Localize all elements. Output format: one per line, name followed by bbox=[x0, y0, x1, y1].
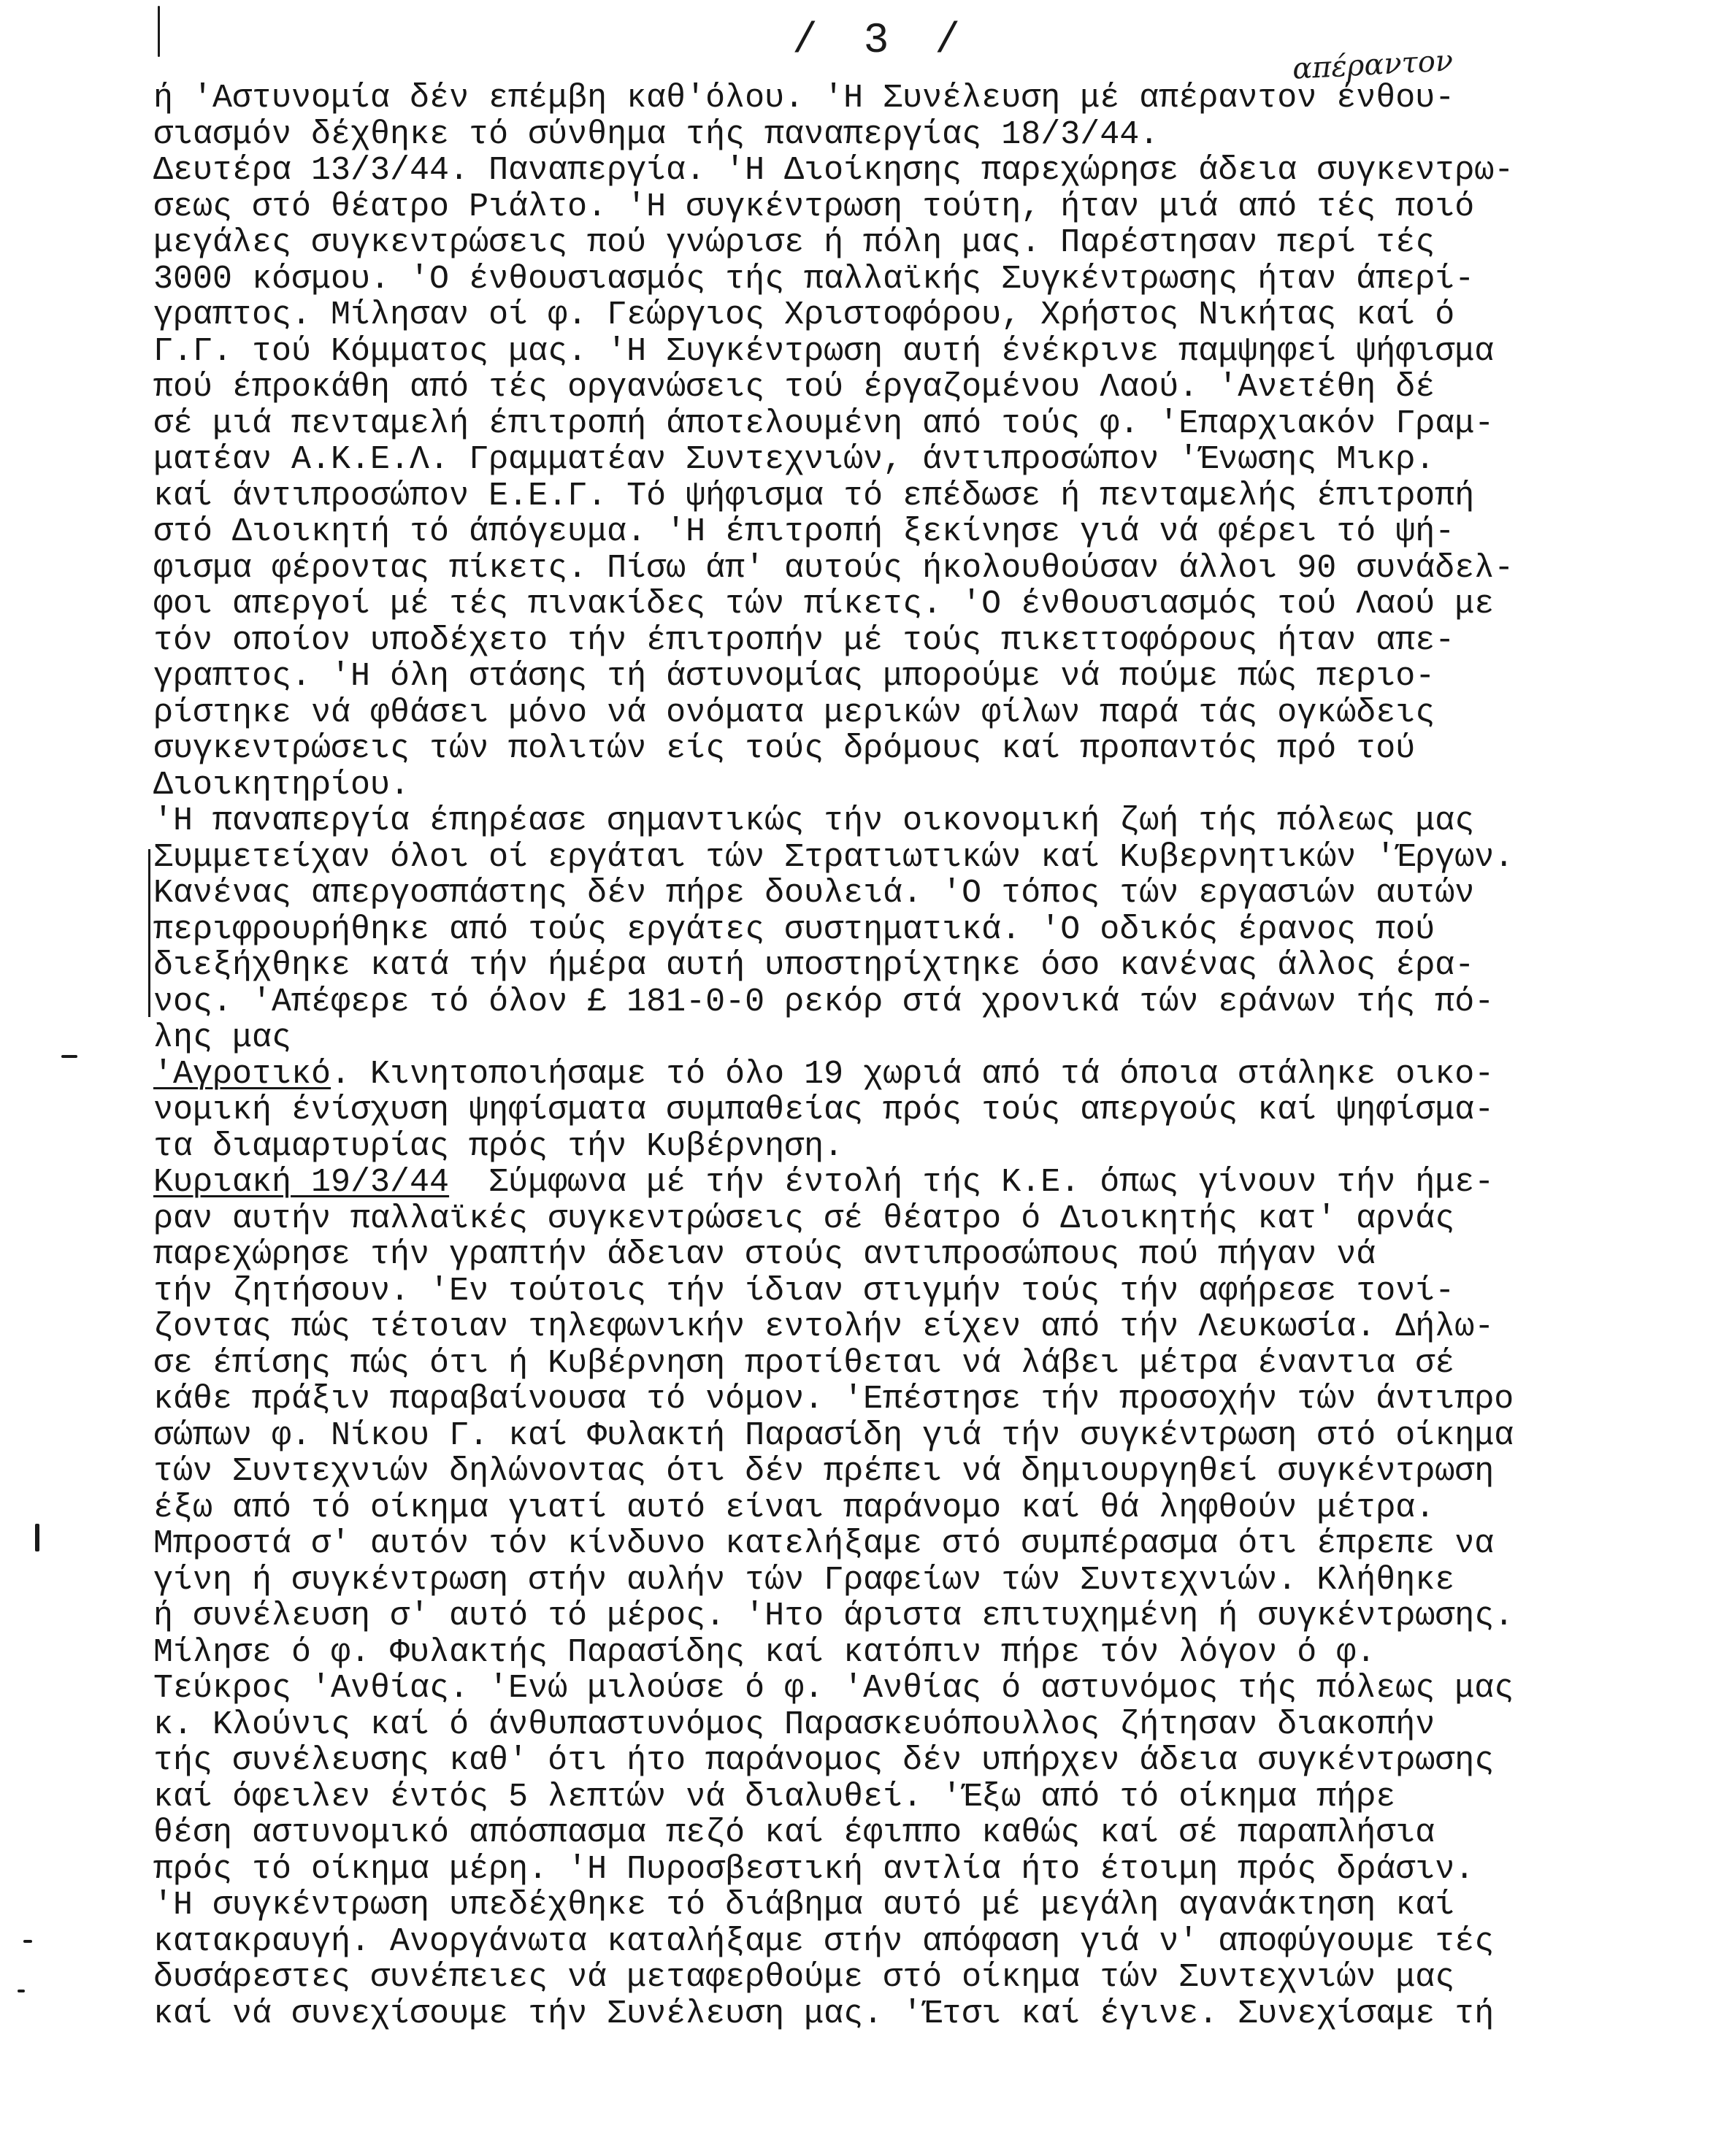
text-line: σε έπίσης πώς ότι ή Κυβέρνηση προτίθεται νά λάβει μέτρα έναντια σέ bbox=[153, 1344, 1455, 1382]
text-line: λης μας bbox=[153, 1019, 292, 1056]
text-line: Δευτέρα 13/3/44. Παναπεργία. 'Η Διοίκησης παρεχώρησε άδεια συγκεντρω- bbox=[153, 152, 1514, 189]
margin-mark bbox=[35, 1524, 39, 1551]
text-line: παρεχώρησε τήν γραπτήν άδειαν στούς αντιπροσώπους πού πήγαν νά bbox=[153, 1236, 1376, 1273]
section-heading: 'Αγροτικό bbox=[153, 1055, 331, 1093]
text-line: τόν οποίον υποδέχετο τήν έπιτροπήν μέ τούς πικεττοφόρους ήταν απε- bbox=[153, 621, 1455, 659]
text-line: γραπτος. Μίλησαν οί φ. Γεώργιος Χριστοφόρου, Χρήστος Νικήτας καί ό bbox=[153, 296, 1455, 334]
margin-mark bbox=[18, 1990, 25, 1992]
text-line: νομική ένίσχυση ψηφίσματα συμπαθείας πρός τούς απεργούς καί ψηφίσμα- bbox=[153, 1092, 1495, 1129]
text-line: κατακραυγή. Ανοργάνωτα καταλήξαμε στήν απόφαση γιά ν' αποφύγουμε τές bbox=[153, 1922, 1495, 1960]
text-line: σεως στό θέατρο Ριάλτο. 'Η συγκέντρωση τούτη, ήταν μιά από τές ποιό bbox=[153, 188, 1475, 226]
text-line: νος. 'Απέφερε τό όλον £ 181-0-0 ρεκόρ στά χρονικά τών εράνων τής πό- bbox=[153, 983, 1495, 1021]
text-line: θέση αστυνομικό απόσπασμα πεζό καί έφιππο καθώς καί σέ παραπλήσια bbox=[153, 1814, 1435, 1852]
text-line: καί άντιπροσώπον Ε.Ε.Γ. Τό ψήφισμα τό επέδωσε ή πενταμελής έπιτροπή bbox=[153, 477, 1475, 515]
text-line: πού έπροκάθη από τές οργανώσεις τού έργαζομένου Λαού. 'Ανετέθη δέ bbox=[153, 369, 1435, 406]
text-line: μεγάλες συγκεντρώσεις πού γνώρισε ή πόλη μας. Παρέστησαν περί τές bbox=[153, 224, 1435, 261]
text-line: ρίστηκε νά φθάσει μόνο νά ονόματα μερικών φίλων παρά τάς ογκώδεις bbox=[153, 694, 1435, 732]
margin-mark bbox=[148, 849, 150, 1017]
text-line: φοι απεργοί μέ τές πινακίδες τών πίκετς. 'Ο ένθουσιασμός τού Λαού με bbox=[153, 586, 1495, 623]
text-line: ματέαν Α.Κ.Ε.Λ. Γραμματέαν Συντεχνιών, άντιπροσώπον 'Ένωσης Μικρ. bbox=[153, 441, 1435, 478]
text-line: Κυριακή 19/3/44 Σύμφωνα μέ τήν έντολή τής Κ.Ε. όπως γίνουν τήν ήμε- bbox=[153, 1164, 1495, 1201]
section-heading: Κυριακή 19/3/44 bbox=[153, 1164, 450, 1201]
margin-mark bbox=[158, 6, 160, 57]
text-line: 'Η παναπεργία έπηρέασε σημαντικώς τήν οικονομική ζωή τής πόλεως μας bbox=[153, 802, 1475, 840]
text-line: τα διαμαρτυρίας πρός τήν Κυβέρνηση. bbox=[153, 1127, 844, 1165]
text-line: τών Συντεχνιών δηλώνοντας ότι δέν πρέπει νά δημιουργηθεί συγκέντρωση bbox=[153, 1453, 1495, 1490]
text-line: Διοικητηρίου. bbox=[153, 766, 410, 804]
text-line: τής συνέλευσης καθ' ότι ήτο παράνομος δέν υπήρχεν άδεια συγκέντρωσης bbox=[153, 1742, 1495, 1779]
page-number: / 3 / bbox=[792, 18, 971, 65]
text-line: καί όφειλεν έντός 5 λεπτών νά διαλυθεί. 'Έξω από τό οίκημα πήρε bbox=[153, 1778, 1396, 1816]
text-line: ή 'Αστυνομία δέν επέμβη καθ'όλου. 'Η Συνέλευση μέ απέραντον ένθου- bbox=[153, 80, 1455, 117]
text-line: 3000 κόσμου. 'Ο ένθουσιασμός τής παλλαϊκής Συγκέντρωσης ήταν άπερί- bbox=[153, 260, 1475, 298]
text-line: ή συνέλευση σ' αυτό τό μέρος. 'Ητο άριστα επιτυχημένη ή συγκέντρωσης. bbox=[153, 1597, 1514, 1635]
margin-mark bbox=[23, 1940, 32, 1943]
text-line: κ. Κλούνις καί ό άνθυπαστυνόμος Παρασκευόπουλλος ζήτησαν διακοπήν bbox=[153, 1706, 1435, 1743]
text-line: περιφρουρήθηκε από τούς εργάτες συστηματικά. 'Ο οδικός έρανος πού bbox=[153, 910, 1435, 948]
text-line: συγκεντρώσεις τών πολιτών είς τούς δρόμους καί προπαντός πρό τού bbox=[153, 730, 1416, 767]
text-line: διεξήχθηκε κατά τήν ήμέρα αυτή υποστηρίχτηκε όσο κανένας άλλος έρα- bbox=[153, 947, 1475, 984]
typed-text-body bbox=[153, 80, 1701, 2032]
handwritten-annotation: απέραντον bbox=[1291, 44, 1454, 86]
text-line: καί νά συνεχίσουμε τήν Συνέλευση μας. 'Έτσι καί έγινε. Συνεχίσαμε τή bbox=[153, 1995, 1495, 2033]
text-line: Γ.Γ. τού Κόμματος μας. 'Η Συγκέντρωση αυτή ένέκρινε παμψηφεί ψήφισμα bbox=[153, 332, 1495, 370]
text-line: γραπτος. 'Η όλη στάσης τή άστυνομίας μπορούμε νά πούμε πώς περιο- bbox=[153, 658, 1435, 695]
text-line: φισμα φέροντας πίκετς. Πίσω άπ' αυτούς ήκολουθούσαν άλλοι 90 συνάδελ- bbox=[153, 549, 1514, 587]
text-line: σέ μιά πενταμελή έπιτροπή άποτελουμένη από τούς φ. 'Επαρχιακόν Γραμ- bbox=[153, 404, 1495, 442]
text-line: σώπων φ. Νίκου Γ. καί Φυλακτή Παρασίδη γιά τήν συγκέντρωση στό οίκημα bbox=[153, 1416, 1514, 1454]
text-line: Μίλησε ό φ. Φυλακτής Παρασίδης καί κατόπιν πήρε τόν λόγον ό φ. bbox=[153, 1633, 1376, 1671]
text-line: ραν αυτήν παλλαϊκές συγκεντρώσεις σέ θέατρο ό Διοικητής κατ' αρνάς bbox=[153, 1200, 1455, 1238]
text-line: 'Αγροτικό. Κινητοποιήσαμε τό όλο 19 χωριά από τά όποια στάληκε οικο- bbox=[153, 1055, 1495, 1093]
margin-mark bbox=[61, 1055, 77, 1058]
text-line: Μπροστά σ' αυτόν τόν κίνδυνο κατελήξαμε στό συμπέρασμα ότι έπρεπε να bbox=[153, 1525, 1495, 1562]
text-line: κάθε πράξιν παραβαίνουσα τό νόμον. 'Επέστησε τήν προσοχήν τών άντιπρο bbox=[153, 1381, 1514, 1418]
text-line: Συμμετείχαν όλοι οί εργάται τών Στρατιωτικών καί Κυβερνητικών 'Έργων. bbox=[153, 838, 1514, 876]
text-line: πρός τό οίκημα μέρη. 'Η Πυροσβεστική αντλία ήτο έτοιμη πρός δράσιν. bbox=[153, 1850, 1475, 1888]
text-line: Τεύκρος 'Ανθίας. 'Ενώ μιλούσε ό φ. 'Ανθίας ό αστυνόμος τής πόλεως μας bbox=[153, 1670, 1514, 1707]
text-line: στό Διοικητή τό άπόγευμα. 'Η έπιτροπή ξεκίνησε γιά νά φέρει τό ψή- bbox=[153, 513, 1455, 550]
text-line: γίνη ή συγκέντρωση στήν αυλήν τών Γραφείων τών Συντεχνιών. Κλήθηκε bbox=[153, 1561, 1455, 1599]
text-line: δυσάρεστες συνέπειες νά μεταφερθούμε στό οίκημα τών Συντεχνιών μας bbox=[153, 1959, 1455, 1996]
text-line: τήν ζητήσουν. 'Εν τούτοις τήν ίδιαν στιγμήν τούς τήν αφήρεσε τονί- bbox=[153, 1272, 1455, 1310]
text-line: 'Η συγκέντρωση υπεδέχθηκε τό διάβημα αυτό μέ μεγάλη αγανάκτηση καί bbox=[153, 1887, 1455, 1924]
text-line: Κανένας απεργοσπάστης δέν πήρε δουλειά. 'Ο τόπος τών εργασιών αυτών bbox=[153, 875, 1475, 912]
text-line: έξω από τό οίκημα γιατί αυτό είναι παράνομο καί θά ληφθούν μέτρα. bbox=[153, 1489, 1435, 1527]
text-line: σιασμόν δέχθηκε τό σύνθημα τής παναπεργίας 18/3/44. bbox=[153, 115, 1159, 153]
text-line: ζοντας πώς τέτοιαν τηλεφωνικήν εντολήν είχεν από τήν Λευκωσία. Δήλω- bbox=[153, 1308, 1495, 1346]
